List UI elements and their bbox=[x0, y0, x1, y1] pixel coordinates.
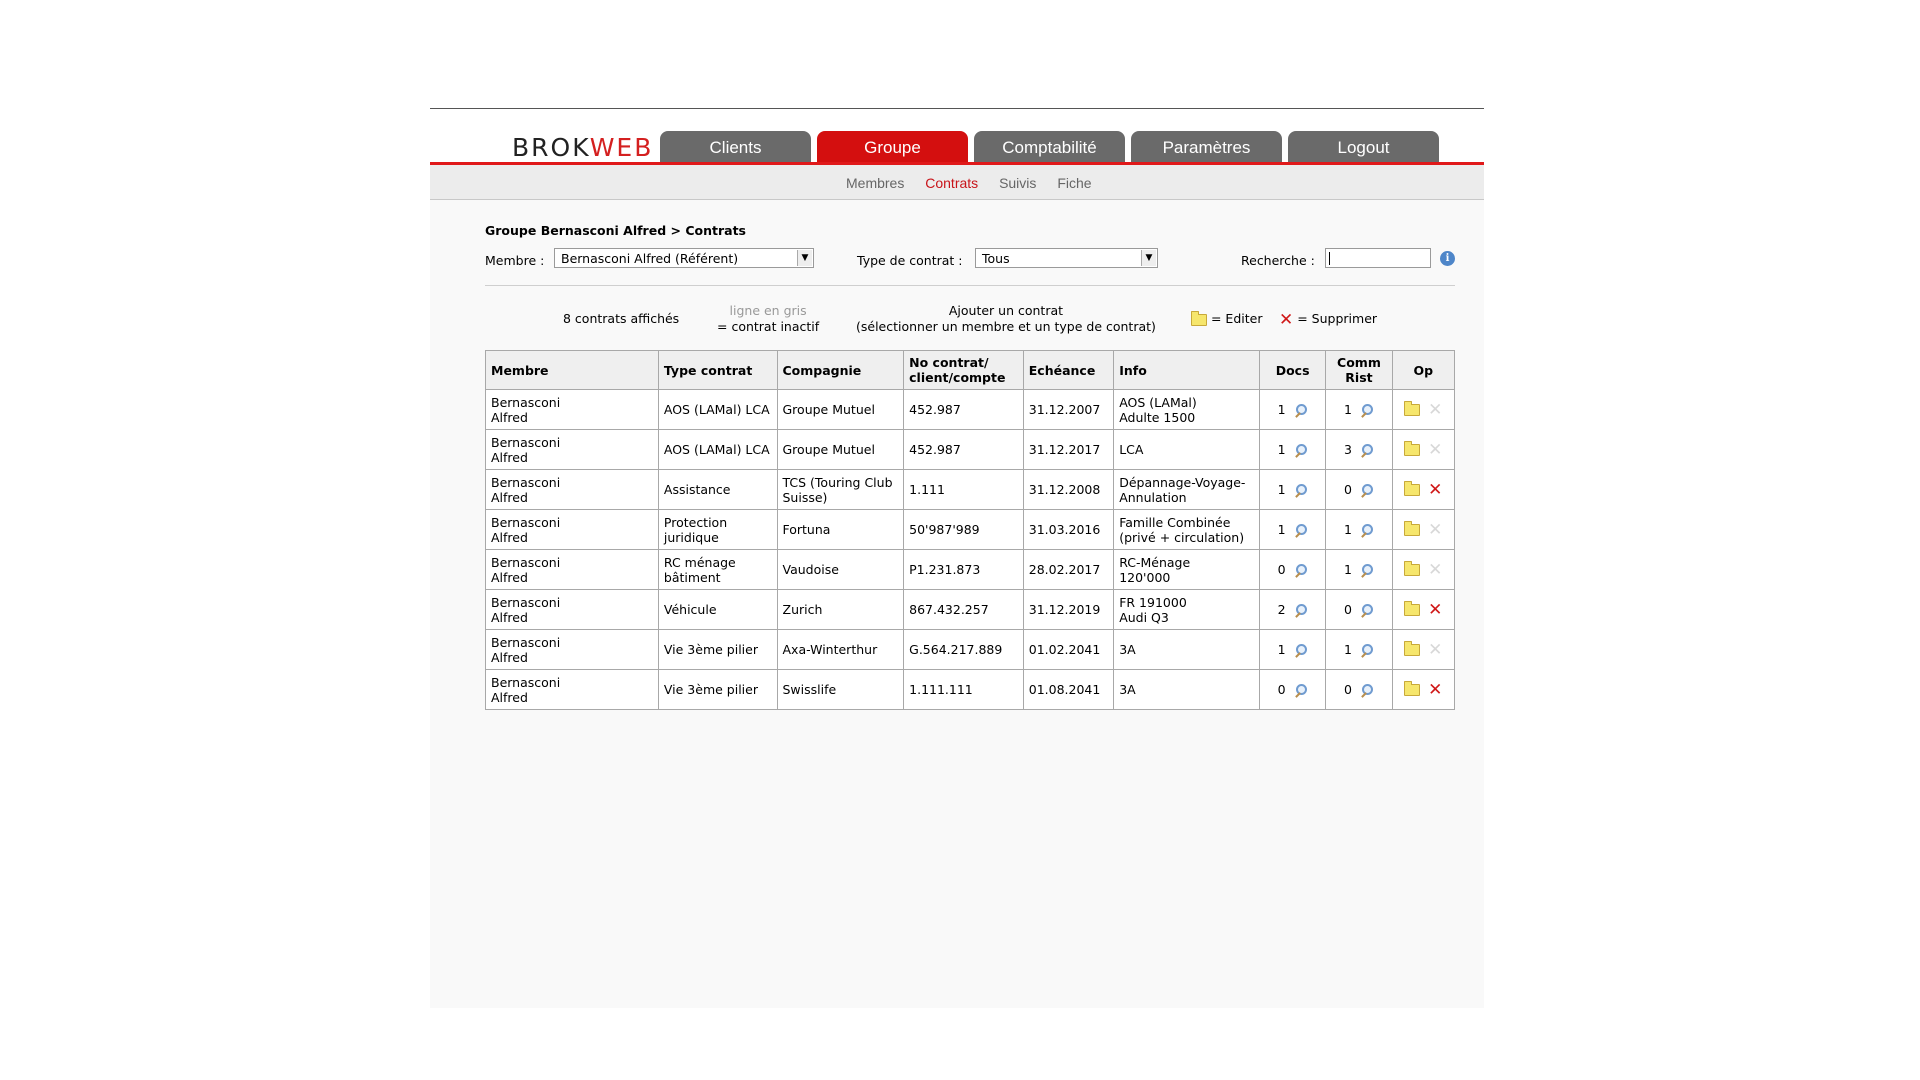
delete-x-icon: ✕ bbox=[1428, 400, 1443, 421]
delete-x-icon: ✕ bbox=[1279, 309, 1294, 330]
divider bbox=[485, 285, 1455, 286]
cell-no-contrat: 452.987 bbox=[904, 430, 1024, 470]
table-row[interactable] bbox=[486, 470, 1455, 510]
magnifier-icon[interactable] bbox=[1294, 523, 1308, 537]
cell-no-contrat: 867.432.257 bbox=[904, 590, 1024, 630]
delete-x-icon[interactable]: ✕ bbox=[1428, 480, 1443, 501]
cell-echeance: 31.12.2008 bbox=[1023, 470, 1113, 510]
membre-select[interactable]: Bernasconi Alfred (Référent) ▼ bbox=[554, 248, 814, 268]
cell-op bbox=[1392, 670, 1454, 710]
cell-info: LCA bbox=[1114, 430, 1260, 470]
info-icon[interactable]: i bbox=[1440, 251, 1455, 266]
table-row[interactable] bbox=[486, 510, 1455, 550]
cell-compagnie: Fortuna bbox=[777, 510, 904, 550]
cell-echeance: 31.12.2007 bbox=[1023, 390, 1113, 430]
col-compagnie[interactable]: Compagnie bbox=[777, 351, 904, 390]
magnifier-icon[interactable] bbox=[1360, 483, 1374, 497]
cell-docs: 1 bbox=[1259, 510, 1325, 550]
col-membre[interactable]: Membre bbox=[486, 351, 659, 390]
filter-bar bbox=[485, 248, 1455, 272]
cell-no-contrat: G.564.217.889 bbox=[904, 630, 1024, 670]
cell-no-contrat: 50'987'989 bbox=[904, 510, 1024, 550]
cell-op bbox=[1392, 510, 1454, 550]
cell-membre: Bernasconi Alfred bbox=[486, 510, 659, 550]
cell-no-contrat: 452.987 bbox=[904, 390, 1024, 430]
subnav-suivis[interactable]: Suivis bbox=[999, 175, 1037, 191]
magnifier-icon[interactable] bbox=[1360, 683, 1374, 697]
membre-label: Membre : bbox=[485, 253, 545, 268]
cell-comm-rist: 1 bbox=[1326, 630, 1392, 670]
cell-docs: 1 bbox=[1259, 470, 1325, 510]
magnifier-icon[interactable] bbox=[1360, 563, 1374, 577]
cell-op bbox=[1392, 390, 1454, 430]
cell-info: AOS (LAMal) Adulte 1500 bbox=[1114, 390, 1260, 430]
edit-folder-icon[interactable] bbox=[1404, 404, 1420, 416]
app-window bbox=[430, 108, 1484, 1008]
folder-icon bbox=[1191, 314, 1207, 326]
cell-comm-rist: 1 bbox=[1326, 550, 1392, 590]
tab-logout[interactable]: Logout bbox=[1288, 131, 1439, 162]
cell-type-contrat: Assistance bbox=[658, 470, 777, 510]
cell-info: FR 191000 Audi Q3 bbox=[1114, 590, 1260, 630]
magnifier-icon[interactable] bbox=[1294, 643, 1308, 657]
cell-docs: 2 bbox=[1259, 590, 1325, 630]
header bbox=[430, 109, 1484, 163]
search-input[interactable] bbox=[1325, 248, 1431, 268]
edit-legend: = Editer bbox=[1191, 311, 1262, 326]
cell-membre: Bernasconi Alfred bbox=[486, 390, 659, 430]
cell-comm-rist: 0 bbox=[1326, 470, 1392, 510]
cell-type-contrat: Véhicule bbox=[658, 590, 777, 630]
cell-docs: 1 bbox=[1259, 630, 1325, 670]
magnifier-icon[interactable] bbox=[1294, 563, 1308, 577]
table-header-row bbox=[486, 351, 1455, 390]
cell-no-contrat: P1.231.873 bbox=[904, 550, 1024, 590]
cell-no-contrat: 1.111 bbox=[904, 470, 1024, 510]
delete-x-icon[interactable]: ✕ bbox=[1428, 600, 1443, 621]
delete-x-icon: ✕ bbox=[1428, 440, 1443, 461]
magnifier-icon[interactable] bbox=[1294, 683, 1308, 697]
cell-membre: Bernasconi Alfred bbox=[486, 430, 659, 470]
cell-compagnie: TCS (Touring Club Suisse) bbox=[777, 470, 904, 510]
delete-legend: ✕ = Supprimer bbox=[1279, 309, 1378, 330]
type-contrat-select[interactable]: Tous ▼ bbox=[975, 248, 1158, 268]
cell-docs: 1 bbox=[1259, 430, 1325, 470]
magnifier-icon[interactable] bbox=[1360, 643, 1374, 657]
cell-type-contrat: AOS (LAMal) LCA bbox=[658, 430, 777, 470]
chevron-down-icon: ▼ bbox=[1141, 250, 1156, 266]
cell-membre: Bernasconi Alfred bbox=[486, 550, 659, 590]
edit-folder-icon[interactable] bbox=[1404, 684, 1420, 696]
delete-x-icon[interactable]: ✕ bbox=[1428, 680, 1443, 701]
cell-compagnie: Zurich bbox=[777, 590, 904, 630]
cell-docs: 0 bbox=[1259, 550, 1325, 590]
cell-op bbox=[1392, 590, 1454, 630]
cell-echeance: 31.12.2019 bbox=[1023, 590, 1113, 630]
tab-comptabilite[interactable]: Comptabilité bbox=[974, 131, 1125, 162]
cell-info: Dépannage-Voyage- Annulation bbox=[1114, 470, 1260, 510]
edit-folder-icon[interactable] bbox=[1404, 604, 1420, 616]
col-docs[interactable]: Docs bbox=[1259, 351, 1325, 390]
col-comm-rist[interactable]: Comm Rist bbox=[1326, 351, 1392, 390]
col-type-contrat[interactable]: Type contrat bbox=[658, 351, 777, 390]
table-row[interactable] bbox=[486, 430, 1455, 470]
cell-echeance: 31.03.2016 bbox=[1023, 510, 1113, 550]
col-info[interactable]: Info bbox=[1114, 351, 1260, 390]
cell-comm-rist: 0 bbox=[1326, 670, 1392, 710]
magnifier-icon[interactable] bbox=[1294, 403, 1308, 417]
cell-echeance: 28.02.2017 bbox=[1023, 550, 1113, 590]
add-contract-link[interactable]: Ajouter un contrat (sélectionner un membre et un type de contrat) bbox=[856, 303, 1156, 334]
inactive-legend: ligne en gris = contrat inactif bbox=[717, 303, 820, 334]
cell-compagnie: Swisslife bbox=[777, 670, 904, 710]
col-echeance[interactable]: Echéance bbox=[1023, 351, 1113, 390]
cell-comm-rist: 0 bbox=[1326, 590, 1392, 630]
magnifier-icon[interactable] bbox=[1294, 483, 1308, 497]
cell-echeance: 01.08.2041 bbox=[1023, 670, 1113, 710]
col-op: Op bbox=[1392, 351, 1454, 390]
cell-comm-rist: 1 bbox=[1326, 510, 1392, 550]
cell-type-contrat: Vie 3ème pilier bbox=[658, 670, 777, 710]
action-bar bbox=[485, 303, 1455, 337]
subnav-contrats[interactable]: Contrats bbox=[925, 175, 979, 191]
breadcrumb: Groupe Bernasconi Alfred > Contrats bbox=[485, 223, 746, 238]
delete-x-icon: ✕ bbox=[1428, 640, 1443, 661]
cell-echeance: 01.02.2041 bbox=[1023, 630, 1113, 670]
delete-x-icon: ✕ bbox=[1428, 520, 1443, 541]
cell-info: Famille Combinée (privé + circulation) bbox=[1114, 510, 1260, 550]
edit-folder-icon[interactable] bbox=[1404, 484, 1420, 496]
cell-membre: Bernasconi Alfred bbox=[486, 670, 659, 710]
table-row[interactable] bbox=[486, 550, 1455, 590]
cell-compagnie: Axa-Winterthur bbox=[777, 630, 904, 670]
recherche-label: Recherche : bbox=[1241, 253, 1315, 268]
cell-membre: Bernasconi Alfred bbox=[486, 470, 659, 510]
tab-parametres[interactable]: Paramètres bbox=[1131, 131, 1282, 162]
cell-op bbox=[1392, 550, 1454, 590]
subnav-fiche[interactable]: Fiche bbox=[1057, 175, 1092, 191]
cell-info: 3A bbox=[1114, 630, 1260, 670]
cell-op bbox=[1392, 470, 1454, 510]
cell-op bbox=[1392, 430, 1454, 470]
cell-op bbox=[1392, 630, 1454, 670]
cell-info: 3A bbox=[1114, 670, 1260, 710]
edit-folder-icon[interactable] bbox=[1404, 444, 1420, 456]
cell-compagnie: Groupe Mutuel bbox=[777, 430, 904, 470]
cell-type-contrat: Protection juridique bbox=[658, 510, 777, 550]
contract-count: 8 contrats affichés bbox=[563, 311, 680, 326]
cell-echeance: 31.12.2017 bbox=[1023, 430, 1113, 470]
table-row[interactable] bbox=[486, 590, 1455, 630]
magnifier-icon[interactable] bbox=[1294, 603, 1308, 617]
cell-type-contrat: AOS (LAMal) LCA bbox=[658, 390, 777, 430]
brokweb-logo[interactable]: BROKWEB bbox=[512, 133, 654, 162]
cell-compagnie: Groupe Mutuel bbox=[777, 390, 904, 430]
magnifier-icon[interactable] bbox=[1360, 403, 1374, 417]
cell-compagnie: Vaudoise bbox=[777, 550, 904, 590]
magnifier-icon[interactable] bbox=[1360, 603, 1374, 617]
table-body bbox=[486, 390, 1455, 710]
tab-clients[interactable]: Clients bbox=[660, 131, 811, 162]
edit-folder-icon[interactable] bbox=[1404, 644, 1420, 656]
sub-navigation bbox=[430, 165, 1484, 200]
cell-type-contrat: RC ménage bâtiment bbox=[658, 550, 777, 590]
type-contrat-label: Type de contrat : bbox=[857, 253, 963, 268]
cell-docs: 0 bbox=[1259, 670, 1325, 710]
magnifier-icon[interactable] bbox=[1360, 443, 1374, 457]
tab-groupe[interactable]: Groupe bbox=[817, 131, 968, 162]
col-no-contrat[interactable]: No contrat/ client/compte bbox=[904, 351, 1024, 390]
cell-membre: Bernasconi Alfred bbox=[486, 590, 659, 630]
table-row[interactable] bbox=[486, 670, 1455, 710]
edit-folder-icon[interactable] bbox=[1404, 524, 1420, 536]
table-row[interactable] bbox=[486, 630, 1455, 670]
cell-no-contrat: 1.111.111 bbox=[904, 670, 1024, 710]
cell-comm-rist: 3 bbox=[1326, 430, 1392, 470]
subnav-membres[interactable]: Membres bbox=[846, 175, 905, 191]
contracts-table bbox=[485, 350, 1455, 710]
delete-x-icon: ✕ bbox=[1428, 560, 1443, 581]
magnifier-icon[interactable] bbox=[1294, 443, 1308, 457]
cell-membre: Bernasconi Alfred bbox=[486, 630, 659, 670]
table-row[interactable] bbox=[486, 390, 1455, 430]
cell-info: RC-Ménage 120'000 bbox=[1114, 550, 1260, 590]
cell-comm-rist: 1 bbox=[1326, 390, 1392, 430]
magnifier-icon[interactable] bbox=[1360, 523, 1374, 537]
cell-docs: 1 bbox=[1259, 390, 1325, 430]
cell-type-contrat: Vie 3ème pilier bbox=[658, 630, 777, 670]
edit-folder-icon[interactable] bbox=[1404, 564, 1420, 576]
chevron-down-icon: ▼ bbox=[797, 250, 812, 266]
